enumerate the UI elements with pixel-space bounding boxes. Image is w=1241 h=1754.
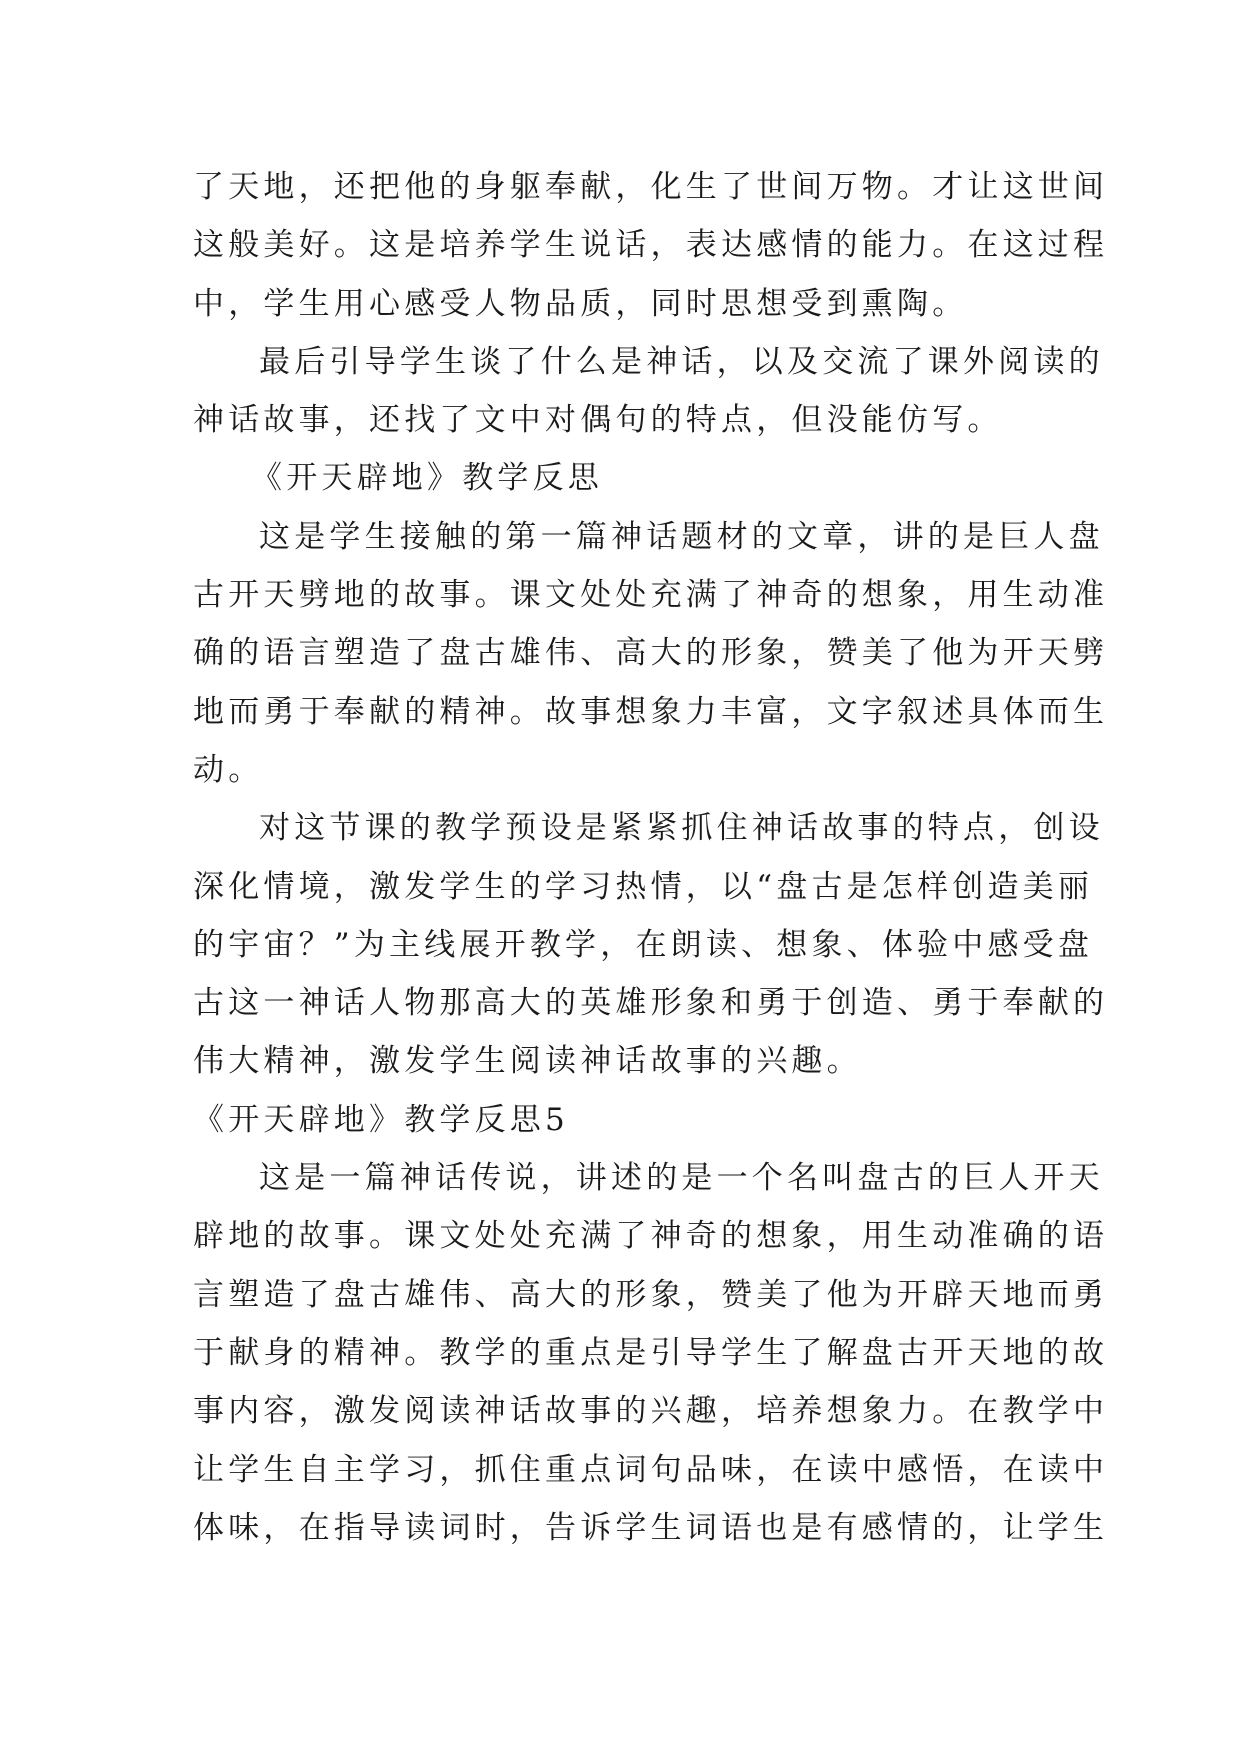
text-line: 确的语言塑造了盘古雄伟、高大的形象，赞美了他为开天劈 (193, 635, 1109, 672)
text-line: 这是学生接触的第一篇神话题材的文章，讲的是巨人盘 (259, 518, 1104, 555)
text-line: 古这一神话人物那高大的英雄形象和勇于创造、勇于奉献的 (193, 985, 1109, 1022)
text-line: 体味，在指导读词时，告诉学生词语也是有感情的，让学生 (193, 1509, 1109, 1546)
text-line: 古开天劈地的故事。课文处处充满了神奇的想象，用生动准 (193, 577, 1109, 614)
text-line: 深化情境，激发学生的学习热情，以“盘古是怎样创造美丽 (193, 868, 1094, 905)
text-line: 了天地，还把他的身躯奉献，化生了世间万物。才让这世间 (193, 169, 1109, 205)
text-line: 神话故事，还找了文中对偶句的特点，但没能仿写。 (193, 402, 1003, 439)
text-line: 最后引导学生谈了什么是神话，以及交流了课外阅读的 (259, 343, 1104, 380)
text-line: 的宇宙？”为主线展开教学，在朗读、想象、体验中感受盘 (193, 926, 1094, 963)
text-line: 事内容，激发阅读神话故事的兴趣，培养想象力。在教学中 (193, 1393, 1109, 1430)
text-line: 地而勇于奉献的精神。故事想象力丰富，文字叙述具体而生 (193, 693, 1109, 730)
text-line: 动。 (193, 751, 264, 788)
text-line: 辟地的故事。课文处处充满了神奇的想象，用生动准确的语 (193, 1218, 1109, 1255)
text-line: 《开天辟地》教学反思5 (193, 1101, 569, 1138)
text-line: 对这节课的教学预设是紧紧抓住神话故事的特点，创设 (259, 810, 1104, 847)
text-line: 于献身的精神。教学的重点是引导学生了解盘古开天地的故 (193, 1334, 1109, 1371)
text-line: 伟大精神，激发学生阅读神话故事的兴趣。 (193, 1043, 862, 1080)
text-line: 中，学生用心感受人物品质，同时思想受到熏陶。 (193, 285, 968, 322)
text-line: 《开天辟地》教学反思 (251, 460, 603, 497)
text-line: 这般美好。这是培养学生说话，表达感情的能力。在这过程 (193, 227, 1109, 264)
text-line: 这是一篇神话传说，讲述的是一个名叫盘古的巨人开天 (259, 1160, 1104, 1197)
document-body (193, 158, 1109, 1557)
text-line: 言塑造了盘古雄伟、高大的形象，赞美了他为开辟天地而勇 (193, 1276, 1109, 1313)
text-line: 让学生自主学习，抓住重点词句品味，在读中感悟，在读中 (193, 1451, 1109, 1488)
